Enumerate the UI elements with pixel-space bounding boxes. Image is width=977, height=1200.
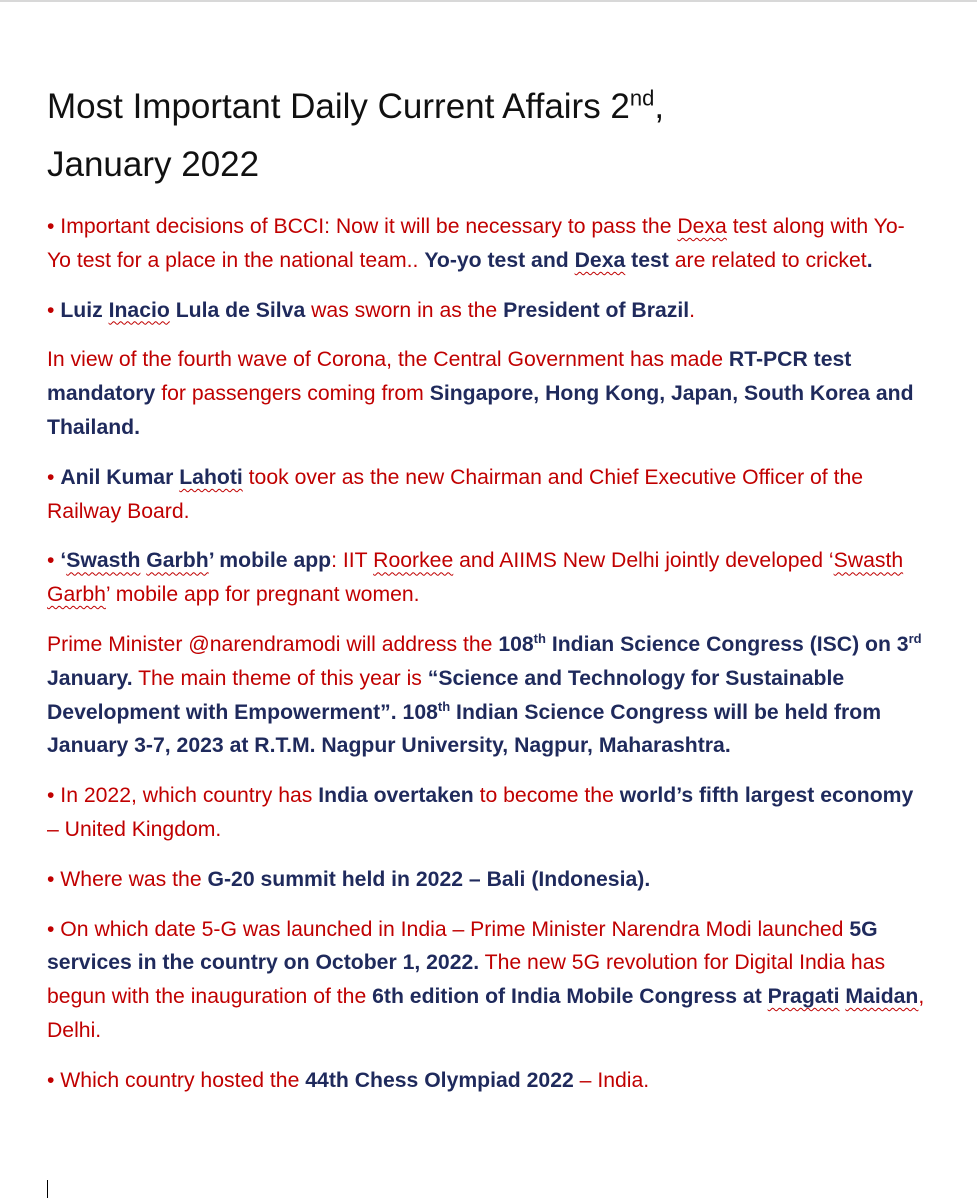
text-run: The new 5G revolution for Digital India has begun with the inauguration of the [47, 951, 886, 1009]
title-comma: , [654, 87, 665, 126]
text-run: . [689, 298, 695, 322]
text-run: • [47, 298, 61, 322]
text-cursor [47, 1180, 48, 1198]
title-superscript: nd [629, 85, 655, 111]
text-run: Indian Science Congress will be held from January 3-7, 2023 at R.T.M. Nagpur University, Nagpur, Maharashtra. [47, 700, 882, 758]
paragraph-list [47, 210, 927, 1098]
paragraph [47, 628, 927, 763]
text-run: for passengers coming from [155, 382, 430, 406]
text-run: – United Kingdom. [47, 817, 222, 841]
spellcheck-word: Garbh [47, 583, 106, 607]
text-run: Luiz [60, 298, 109, 322]
spellcheck-word: Swasth [66, 549, 141, 573]
text-run: Lula de Silva [169, 298, 306, 322]
title-line-2: January 2022 [47, 145, 260, 184]
text-run: : IIT [331, 549, 374, 573]
text-run: G-20 summit held in 2022 – Bali (Indonesia). [207, 867, 651, 891]
text-run: to become the [473, 784, 620, 808]
text-run: and AIIMS New Delhi jointly developed ‘ [453, 549, 834, 573]
text-run: Indian Science Congress (ISC) on 3 [545, 632, 909, 656]
paragraph [47, 1064, 927, 1098]
spellcheck-word: Inacio [108, 298, 170, 322]
paragraph [47, 913, 927, 1048]
text-run: ‘ [60, 549, 67, 573]
text-run: – India. [573, 1068, 650, 1092]
paragraph [47, 210, 927, 278]
spellcheck-word: Swasth [833, 549, 904, 573]
page-top-border [0, 0, 977, 2]
text-run: Singapore, Hong Kong, Japan, South Korea and Thailand. [47, 382, 914, 439]
paragraph [47, 343, 927, 444]
text-run: 6th edition of India Mobile Congress at [372, 985, 768, 1009]
paragraph [47, 779, 927, 847]
text-run: • [47, 549, 61, 573]
text-run: test [625, 248, 669, 272]
paragraph [47, 544, 927, 612]
text-run: In view of the fourth wave of Corona, the Central Government has made [47, 348, 729, 372]
text-run: • In 2022, which country has [47, 784, 319, 808]
superscript-text: th [437, 698, 451, 714]
text-run: “Science and Technology for Sustainable Development with Empowerment”. 108 [47, 666, 845, 724]
spellcheck-word: Garbh [146, 549, 209, 573]
text-run: RT-PCR test mandatory [47, 348, 852, 406]
paragraph [47, 461, 927, 529]
text-run: ’ mobile app [208, 549, 332, 573]
text-run: Anil Kumar [60, 465, 180, 489]
text-run: ’ mobile app for pregnant women. [105, 583, 420, 607]
paragraph [47, 863, 927, 897]
spellcheck-word: Dexa [574, 248, 626, 272]
spellcheck-word: Maidan [845, 985, 919, 1009]
spellcheck-word: Lahoti [179, 465, 243, 489]
text-run: 5G services in the country on October 1, 2022. [47, 917, 878, 975]
text-run: was sworn in as the [305, 298, 504, 322]
text-run: Yo-yo test and [424, 248, 575, 272]
text-run: Prime Minister @narendramodi will address the [47, 632, 499, 656]
text-run: are related to cricket [668, 248, 867, 272]
text-run: • [47, 465, 61, 489]
text-run: , Delhi. [47, 985, 925, 1042]
spellcheck-word: Pragati [767, 985, 840, 1009]
text-run: • Which country hosted the [47, 1068, 306, 1092]
text-run: • Where was the [47, 867, 208, 891]
text-run: The main theme of this year is [132, 666, 428, 690]
title-line-1: Most Important Daily Current Affairs 2 [47, 87, 630, 126]
spellcheck-word: Dexa [677, 215, 727, 238]
text-run: test along with Yo-Yo test for a place in the national team.. [47, 215, 905, 272]
superscript-text: rd [908, 630, 922, 646]
spellcheck-word: Roorkee [373, 549, 454, 573]
text-run: world’s fifth largest economy [619, 784, 914, 808]
text-run: 44th Chess Olympiad 2022 [305, 1068, 574, 1092]
text-run: • Important decisions of BCCI: Now it will be necessary to pass the [47, 215, 678, 238]
text-run: India overtaken [318, 784, 474, 808]
text-run: • On which date 5-G was launched in India – Prime Minister Narendra Modi launched [47, 917, 850, 941]
text-run: 108 [498, 632, 534, 656]
superscript-text: th [533, 630, 546, 646]
text-run: President of Brazil [503, 298, 690, 322]
document-page [47, 78, 927, 1114]
text-run: took over as the new Chairman and Chief Executive Officer of the Railway Board. [47, 465, 864, 523]
text-run: . [866, 248, 873, 272]
paragraph [47, 294, 927, 328]
document-title [47, 78, 927, 194]
text-run: January. [47, 666, 133, 690]
